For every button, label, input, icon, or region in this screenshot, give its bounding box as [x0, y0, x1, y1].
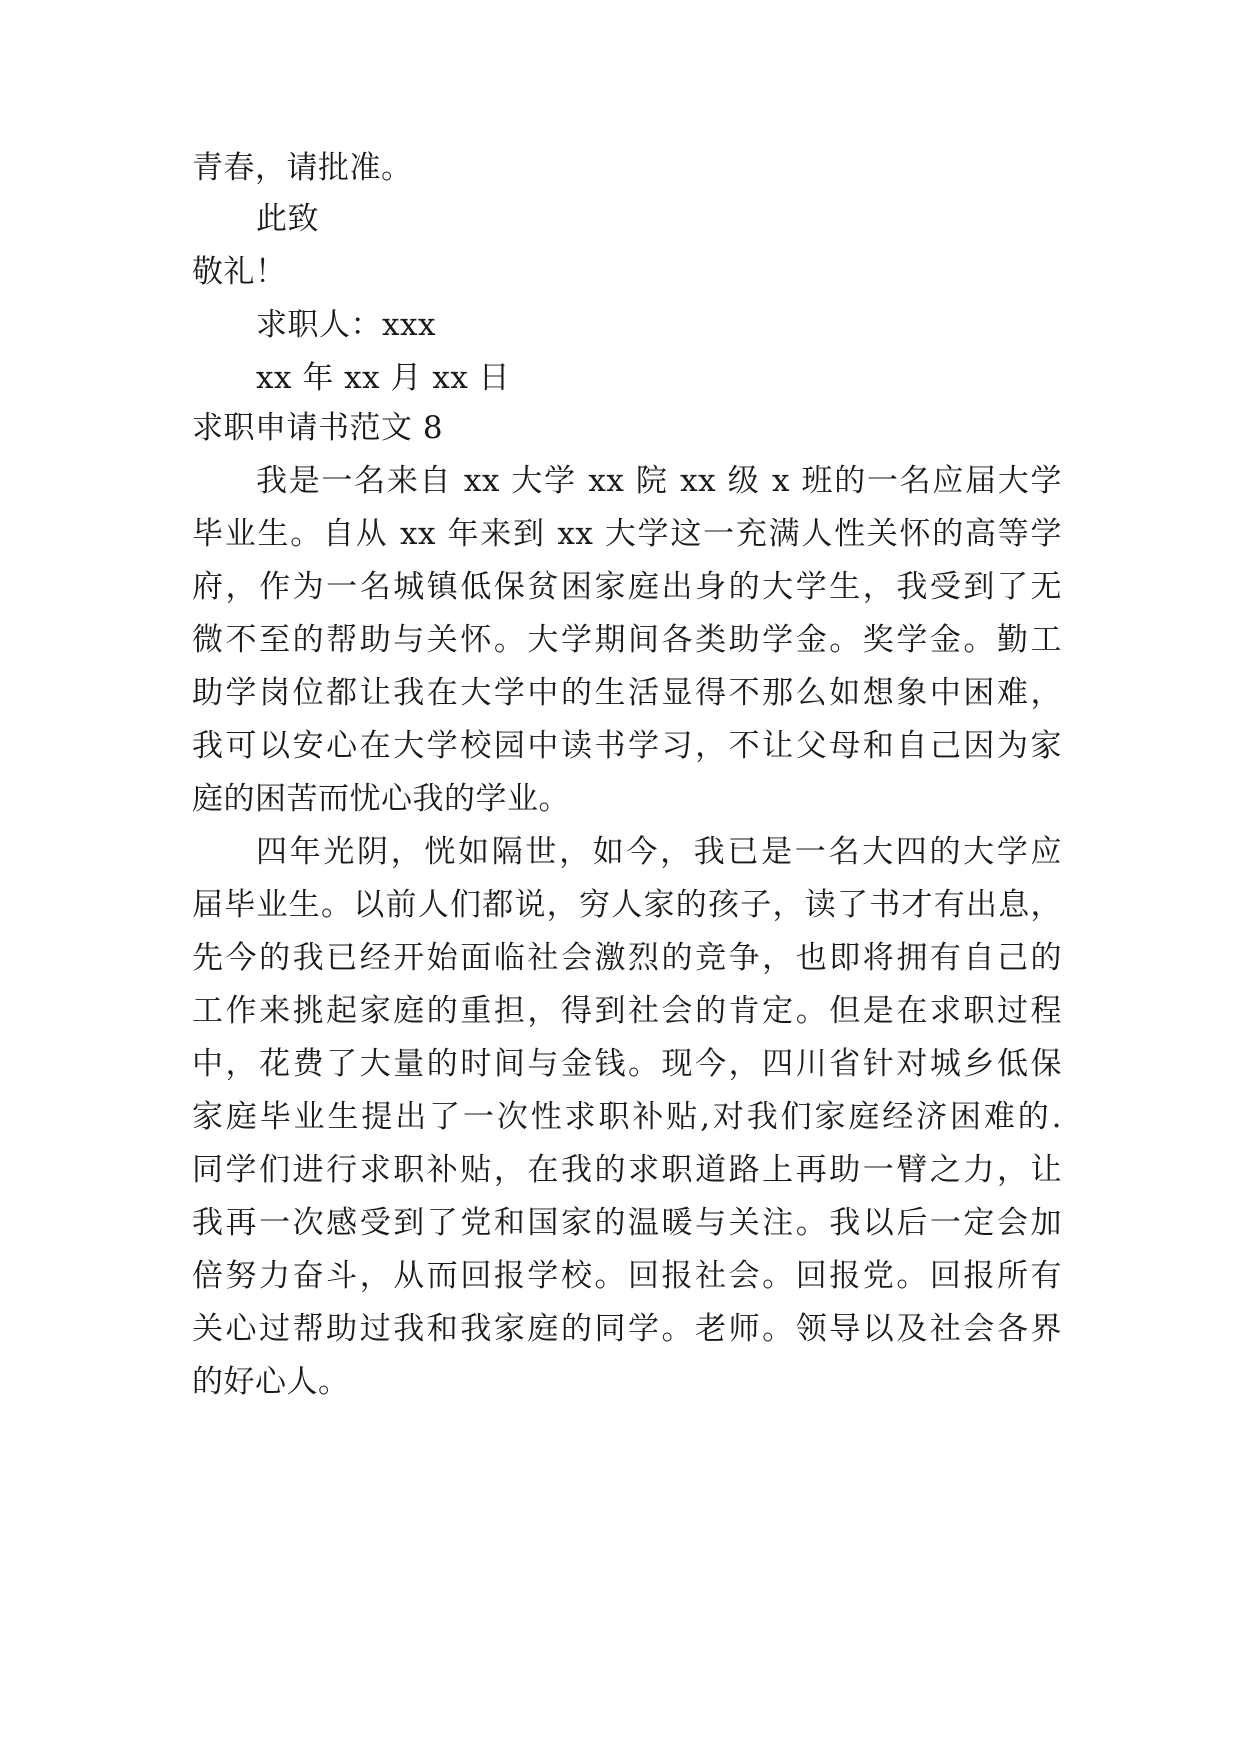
paragraph-2-line-9: 倍努力奋斗，从而回报学校。回报社会。回报党。回报所有 — [192, 1258, 1062, 1294]
paragraph-2-line-11: 的好心人。 — [192, 1364, 350, 1400]
paragraph-1-line-5: 助学岗位都让我在大学中的生活显得不那么如想象中困难， — [192, 675, 1062, 711]
paragraph-2-line-1: 四年光阴，恍如隔世，如今，我已是一名大四的大学应 — [256, 834, 1062, 870]
salutation-jingli: 敬礼！ — [192, 254, 287, 290]
paragraph-2-line-8: 我再一次感受到了党和国家的温暖与关注。我以后一定会加 — [192, 1205, 1062, 1241]
paragraph-1-line-6: 我可以安心在大学校园中读书学习，不让父母和自己因为家 — [192, 728, 1062, 764]
closing-line: 青春，请批准。 — [192, 150, 413, 186]
paragraph-1-line-2: 毕业生。自从 xx 年来到 xx 大学这一充满人性关怀的高等学 — [192, 516, 1062, 552]
paragraph-2-line-7: 同学们进行求职补贴，在我的求职道路上再助一臂之力，让 — [192, 1152, 1062, 1188]
section-heading: 求职申请书范文 8 — [192, 410, 444, 446]
paragraph-1-line-3: 府，作为一名城镇低保贫困家庭出身的大学生，我受到了无 — [192, 569, 1062, 605]
paragraph-1-line-1: 我是一名来自 xx 大学 xx 院 xx 级 x 班的一名应届大学 — [256, 463, 1062, 499]
salutation-cizhi: 此致 — [256, 201, 319, 237]
paragraph-2-line-10: 关心过帮助过我和我家庭的同学。老师。领导以及社会各界 — [192, 1311, 1062, 1347]
paragraph-2-line-5: 中，花费了大量的时间与金钱。现今，四川省针对城乡低保 — [192, 1046, 1062, 1082]
paragraph-1-line-7: 庭的困苦而忧心我的学业。 — [192, 781, 570, 817]
paragraph-2-line-4: 工作来挑起家庭的重担，得到社会的肯定。但是在求职过程 — [192, 993, 1062, 1029]
paragraph-1-line-4: 微不至的帮助与关怀。大学期间各类助学金。奖学金。勤工 — [192, 622, 1062, 658]
paragraph-2-line-2: 届毕业生。以前人们都说，穷人家的孩子，读了书才有出息， — [192, 887, 1062, 923]
signature-date: xx 年 xx 月 xx 日 — [256, 360, 511, 396]
signature-name: 求职人：xxx — [256, 307, 436, 343]
paragraph-2-line-6: 家庭毕业生提出了一次性求职补贴,对我们家庭经济困难的. — [192, 1099, 1062, 1135]
paragraph-2-line-3: 先今的我已经开始面临社会激烈的竞争，也即将拥有自己的 — [192, 940, 1062, 976]
